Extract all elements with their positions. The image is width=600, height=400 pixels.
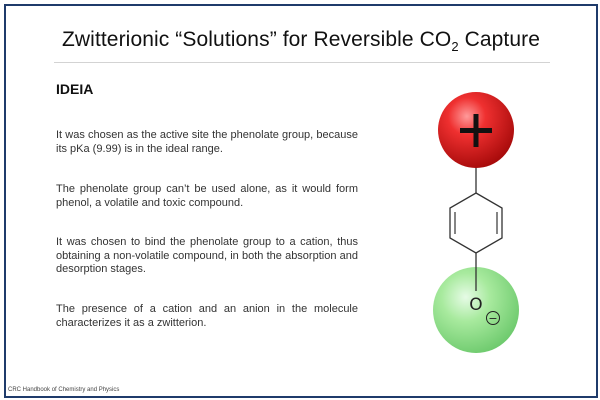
oxygen-label: O	[469, 295, 483, 315]
anion-charge-icon: −	[488, 312, 498, 325]
paragraph-3: It was chosen to bind the phenolate group to a cation, thus obtaining a non-volatile compound, in both the absorption and desorption stages.	[56, 236, 358, 275]
slide	[4, 4, 598, 398]
plus-icon-vertical	[474, 114, 479, 147]
paragraph-1: It was chosen as the active site the phenolate group, because its pKa (9.99) is in the ideal range.	[56, 129, 358, 155]
benzene-ring	[450, 193, 502, 253]
paragraph-4: The presence of a cation and an anion in the molecule characterizes it as a zwitterion.	[56, 303, 358, 329]
paragraph-2: The phenolate group can’t be used alone, as it would form phenol, a volatile and toxic compound.	[56, 183, 358, 209]
benzene-double-bond-3	[461, 191, 474, 198]
title-subscript: 2	[451, 39, 459, 55]
section-heading: IDEIA	[56, 81, 94, 97]
title-main: Zwitterionic “Solutions” for Reversible CO	[61, 28, 452, 51]
title-divider	[54, 62, 550, 63]
slide-title	[6, 28, 596, 54]
source-citation: CRC Handbook of Chemistry and Physics	[8, 387, 120, 393]
title-tail: Capture	[458, 28, 541, 51]
zwitterion-molecule-diagram	[406, 92, 536, 362]
